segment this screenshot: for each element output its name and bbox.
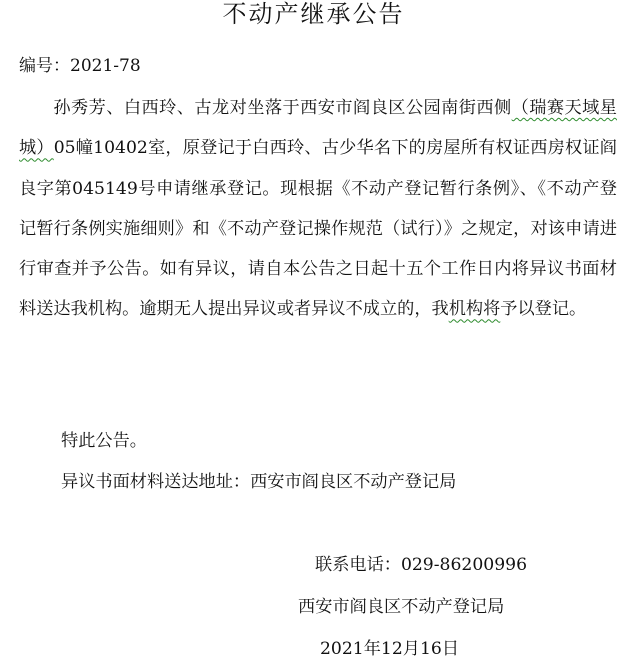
- notice-number: 编号：2021-78: [19, 56, 141, 76]
- contact-phone: 联系电话：029-86200996: [315, 555, 528, 575]
- body-marked-phrase: 机构将: [448, 299, 501, 320]
- notice-body: [19, 88, 617, 330]
- objection-address: 异议书面材料送达地址：西安市阎良区不动产登记局: [61, 472, 457, 492]
- property-name: （瑞赛天域星城）: [19, 98, 617, 159]
- special-notice: 特此公告。: [61, 431, 147, 451]
- body-text-part-2: 05幢10402室，原登记于白西玲、古少华名下的房屋所有权证西房权证阎良字第045149号申请继承登记。现根据《不动产登记暂行条例》、《不动产登记暂行条例实施细则》和《不动产登记操作规范（试行）》之规定，对该申请进行审查并予公告。如有异议，请自本公告之日起十五个工作日内将异议书面材料送达我机构。逾期无人提出异议或者异议不成立的，我: [19, 138, 617, 320]
- notice-title: 不动产继承公告: [222, 0, 405, 28]
- body-text-part-3: 予以登记。: [500, 299, 587, 320]
- body-text-part-1: 孙秀芳、白西玲、古龙对坐落于西安市阎良区公园南街西侧: [53, 98, 512, 118]
- issuing-office: 西安市阎良区不动产登记局: [298, 597, 505, 617]
- notice-date: 2021年12月16日: [320, 639, 460, 659]
